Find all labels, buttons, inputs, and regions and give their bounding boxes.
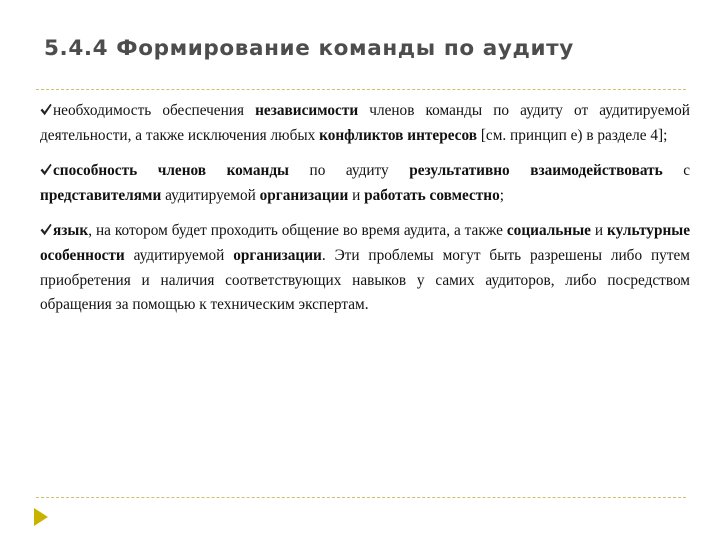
bold-text-segment: культурные особенности [40, 222, 690, 264]
triangle-arrow-icon [34, 508, 48, 526]
text-segment: и [590, 222, 608, 240]
bold-text-segment: организации [259, 186, 349, 204]
bold-text-segment: организации [233, 246, 322, 264]
slide-title: 5.4.4 Формирование команды по аудиту [44, 36, 574, 61]
bullet-item [40, 159, 690, 208]
text-segment: с [662, 162, 690, 180]
bold-text-segment: работать совместно [364, 186, 500, 204]
text-segment: по аудиту [289, 162, 410, 180]
text-segment: , на котором будет проходить общение во время аудита, а также [88, 222, 507, 240]
bold-text-segment: способность членов команды [53, 162, 289, 180]
bold-text-segment: представителями [40, 186, 162, 204]
text-segment: необходимость обеспечения [53, 102, 256, 119]
bullet-item [40, 99, 690, 148]
bold-text-segment: результативно взаимодействовать [409, 162, 663, 180]
text-segment: . Эти проблемы могут быть разрешены либо путем приобретения и наличия соответствующих навыков у самих аудиторов, либо посредством обращения за помощью к техническим экспертам. [40, 246, 690, 314]
bullet-item [40, 219, 690, 317]
text-segment: ; [499, 186, 505, 204]
text-segment: членов команды по аудиту от аудитируемой деятельности, а также исключения любых [40, 102, 690, 144]
footer-divider [36, 497, 686, 498]
text-segment: и [348, 186, 365, 204]
bold-text-segment: конфликтов интересов [319, 126, 477, 144]
text-segment: [см. принцип е) в разделе 4]; [477, 126, 668, 144]
bullet-list [40, 99, 690, 329]
title-divider [36, 89, 686, 90]
checkmark-icon [40, 223, 52, 236]
text-segment: аудитируемой [161, 186, 260, 204]
checkmark-icon [40, 163, 52, 176]
text-segment: аудитируемой [124, 246, 234, 264]
bold-text-segment: язык [53, 222, 89, 240]
bold-text-segment: социальные [506, 222, 591, 240]
checkmark-icon [40, 103, 52, 116]
bold-text-segment: независимости [255, 102, 359, 119]
